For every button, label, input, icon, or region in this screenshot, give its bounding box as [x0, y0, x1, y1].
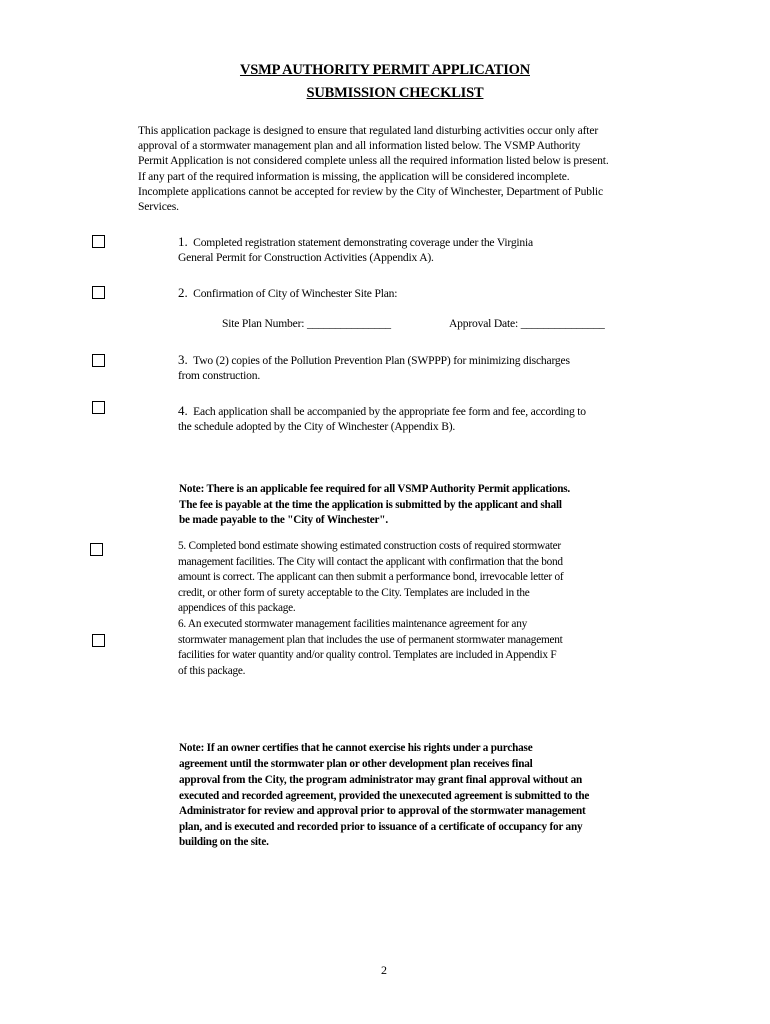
owner-certification-note	[179, 741, 533, 772]
page-subtitle: SUBMISSION CHECKLIST	[306, 85, 484, 101]
note-line: Administrator for review and approval prior to approval of the stormwater management	[179, 805, 586, 818]
item-number: 2.	[178, 285, 188, 300]
checkbox-item-3[interactable]	[92, 354, 105, 367]
note-line: executed and recorded agreement, provided the unexecuted agreement is submitted to the	[179, 789, 590, 802]
checkbox-item-1[interactable]	[92, 235, 105, 248]
checklist-item-4	[178, 403, 586, 434]
note-line: be made payable to the "City of Winchester".	[179, 514, 388, 527]
site-plan-number-field[interactable]: Site Plan Number: _______________	[222, 317, 391, 330]
intro-line: Services.	[138, 200, 179, 214]
checkbox-item-4[interactable]	[92, 401, 105, 414]
item-line: facilities for water quantity and/or quality control. Templates are included in Appendix F	[178, 649, 557, 662]
item-text: Confirmation of City of Winchester Site Plan:	[193, 287, 398, 300]
checklist-item-2	[178, 285, 397, 301]
note-line: The fee is payable at the time the application is submitted by the applicant and shall	[179, 498, 562, 511]
note-line: plan, and is executed and recorded prior to issuance of a certificate of occupancy for any	[179, 820, 583, 833]
item-line: 6. An executed stormwater management facilities maintenance agreement for any	[178, 617, 527, 630]
item-text: the schedule adopted by the City of Winchester (Appendix B).	[178, 420, 456, 434]
item-text: Completed registration statement demonstrating coverage under the Virginia	[193, 236, 533, 249]
item-line: of this package.	[178, 664, 246, 677]
item-line: appendices of this package.	[178, 602, 296, 615]
item-line: amount is correct. The applicant can then submit a performance bond, irrevocable letter of	[178, 571, 564, 584]
intro-line: Permit Application is not considered complete unless all the required information listed below is present.	[138, 154, 609, 168]
note-line: agreement until the stormwater plan or other development plan receives final	[179, 757, 533, 770]
item-text: Two (2) copies of the Pollution Prevention Plan (SWPPP) for minimizing discharges	[193, 354, 570, 367]
owner-certification-note-continued	[179, 773, 589, 851]
item-line: management facilities. The City will contact the applicant with confirmation that the bond	[178, 555, 563, 568]
item-line: 5. Completed bond estimate showing estimated construction costs of required stormwater	[178, 540, 561, 552]
item-line: stormwater management plan that includes the use of permanent stormwater management	[178, 633, 563, 646]
checklist-items-5-6	[178, 539, 563, 679]
item-text: from construction.	[178, 369, 261, 383]
note-line: approval from the City, the program administrator may grant final approval without an	[179, 774, 583, 786]
item-line: credit, or other form of surety acceptable to the City. Templates are included in the	[178, 586, 530, 599]
item-number: 4.	[178, 403, 188, 418]
item-number: 3.	[178, 352, 188, 367]
fee-note	[179, 482, 570, 529]
intro-line: Incomplete applications cannot be accepted for review by the City of Winchester, Department of Public	[138, 184, 603, 198]
checkbox-item-5[interactable]	[90, 543, 103, 556]
checklist-item-1	[178, 234, 533, 265]
item-text: General Permit for Construction Activities (Appendix A).	[178, 251, 434, 265]
item-text: Each application shall be accompanied by the appropriate fee form and fee, according to	[193, 405, 586, 418]
intro-line: This application package is designed to ensure that regulated land disturbing activities occur only after	[138, 124, 599, 137]
checklist-item-3	[178, 352, 570, 383]
intro-line: approval of a stormwater management plan and all information listed below. The VSMP Authority	[138, 139, 581, 153]
item-number: 1.	[178, 234, 188, 249]
page-number: 2	[381, 963, 387, 977]
approval-date-field[interactable]: Approval Date: _______________	[449, 317, 605, 330]
page-title: VSMP AUTHORITY PERMIT APPLICATION	[239, 62, 530, 78]
intro-paragraph	[138, 123, 678, 214]
intro-line: If any part of the required information is missing, the application will be considered incomplete.	[138, 169, 570, 183]
note-line: building on the site.	[179, 836, 269, 849]
note-line: Note: There is an applicable fee required for all VSMP Authority Permit applications.	[179, 483, 571, 495]
checkbox-item-6[interactable]	[92, 634, 105, 647]
checkbox-item-2[interactable]	[92, 286, 105, 299]
note-line: Note: If an owner certifies that he cannot exercise his rights under a purchase	[179, 742, 533, 754]
